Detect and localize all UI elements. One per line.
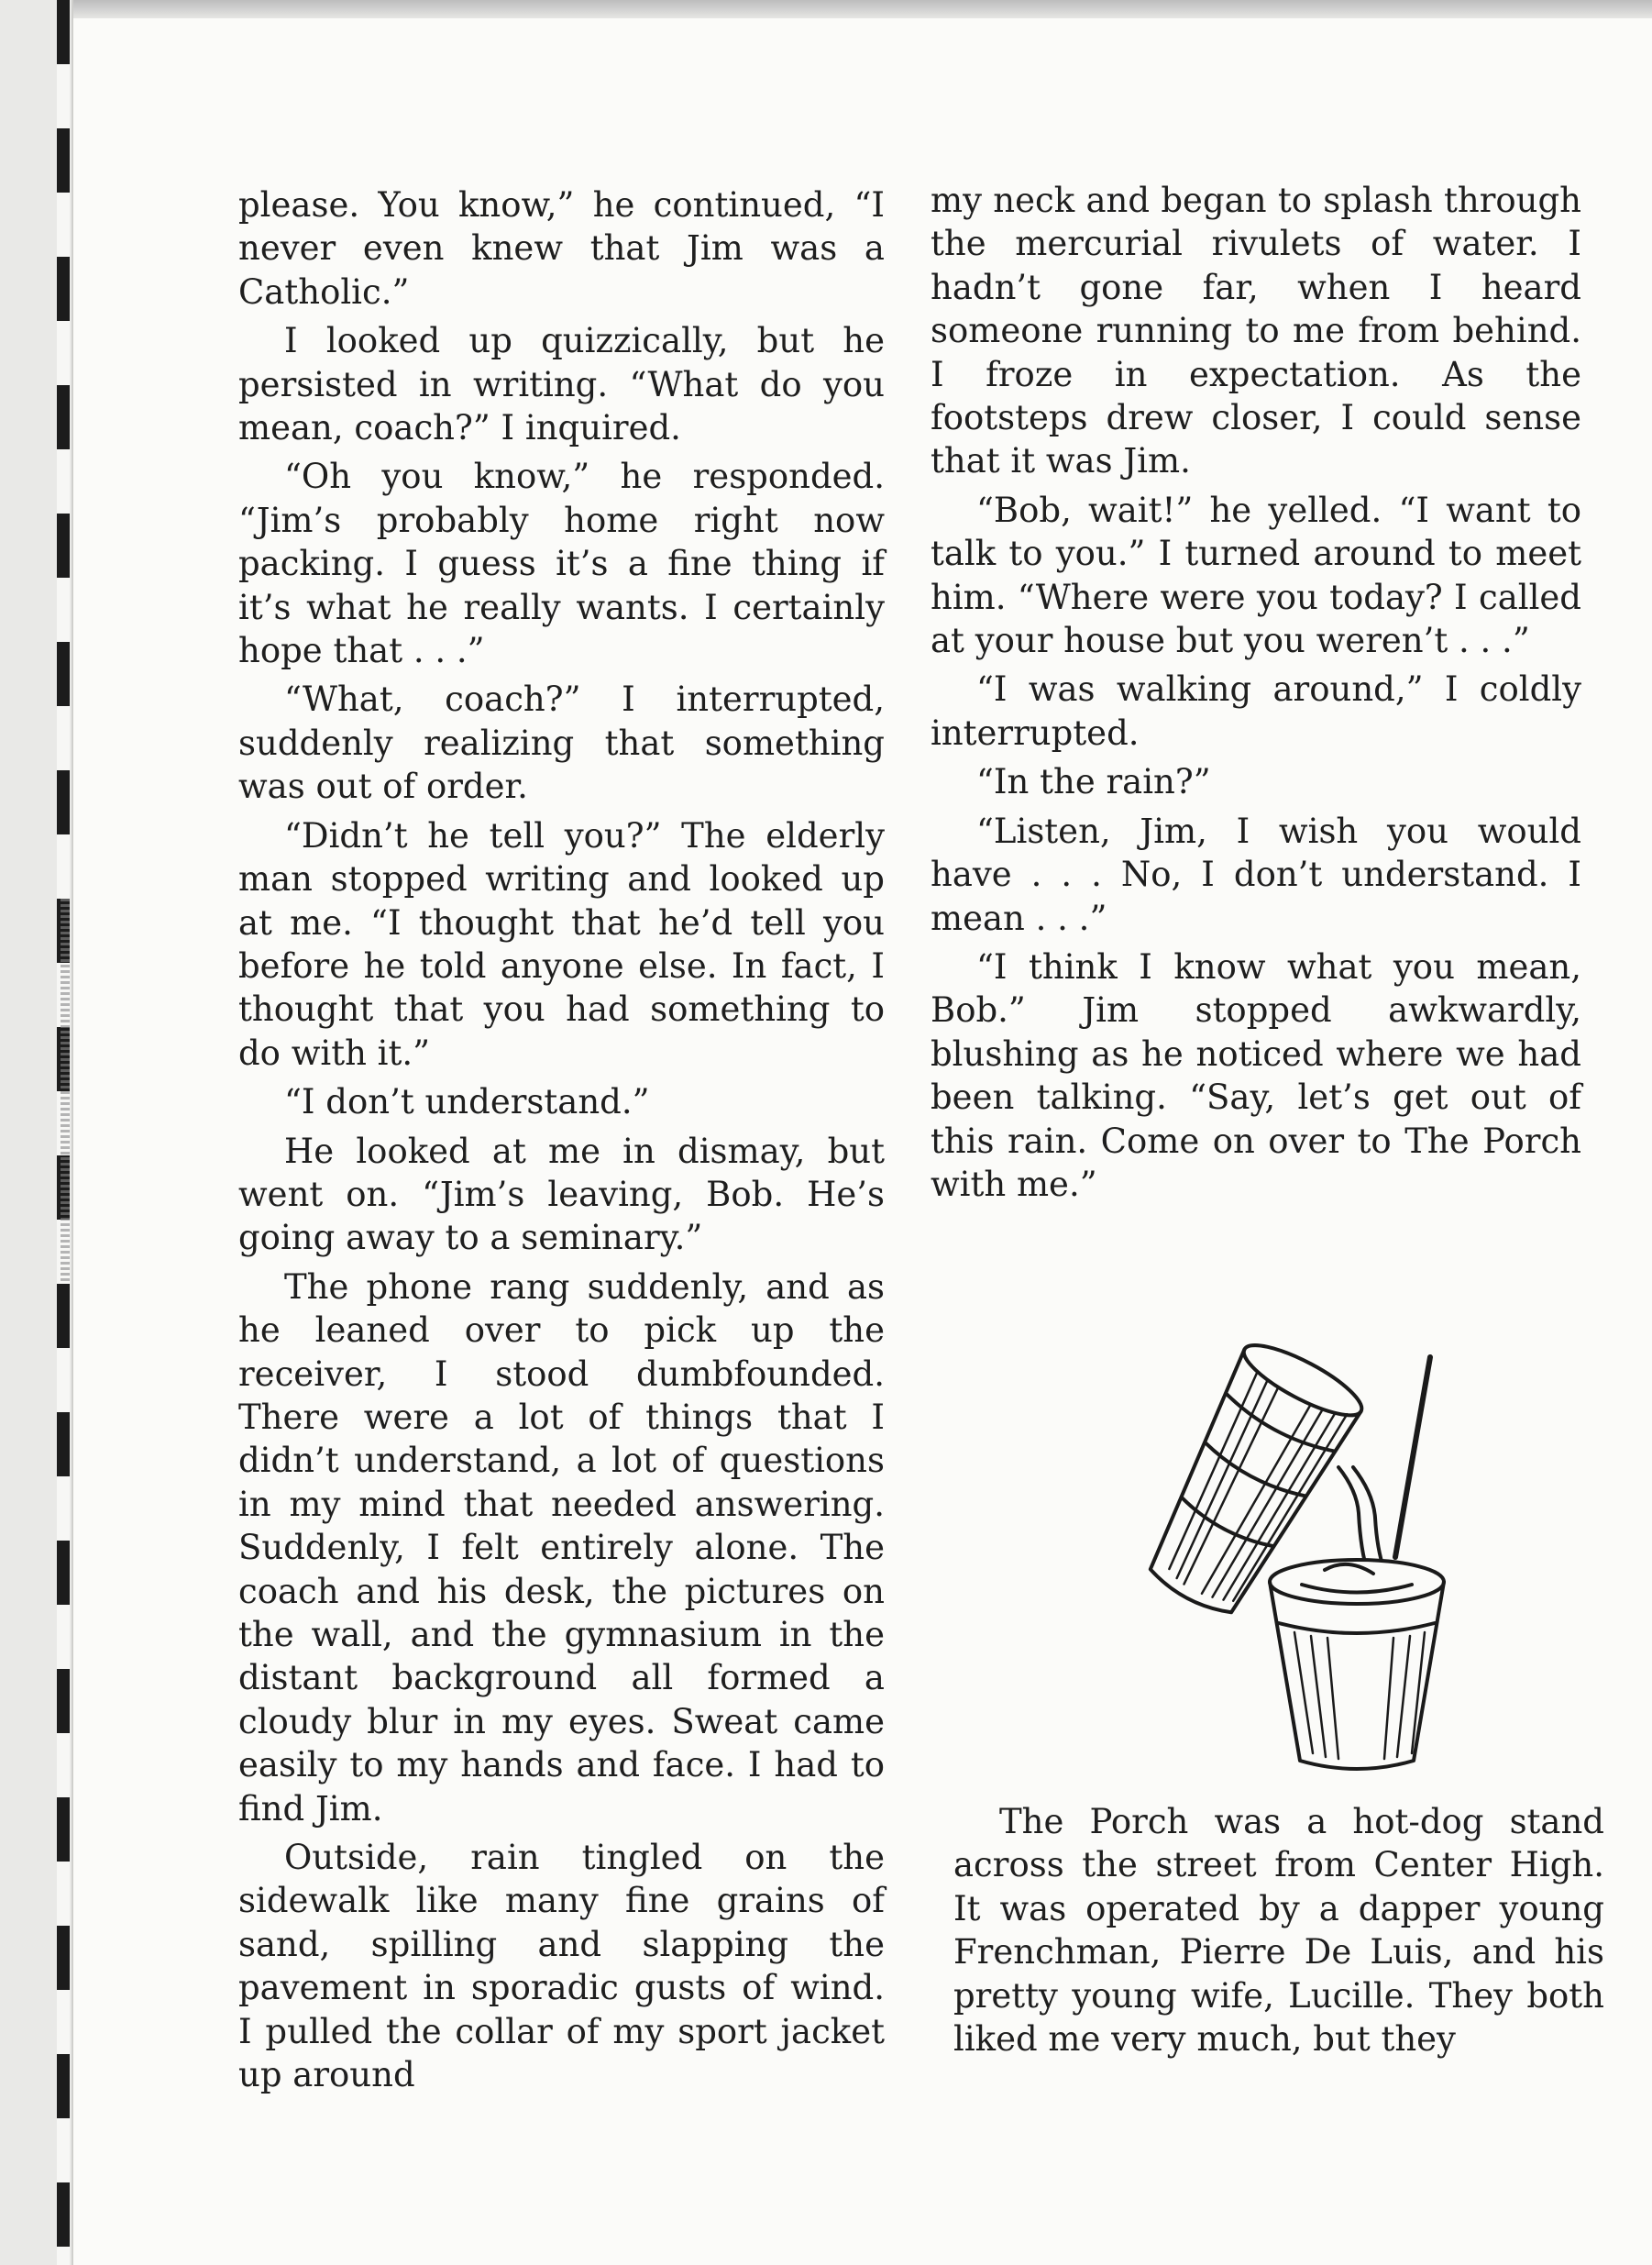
binding-texture (61, 899, 70, 1284)
paragraph: “In the rain?” (976, 762, 1211, 802)
paragraph: He looked at me in dismay, but went on. “Jim’s leaving, Bob. He’s going away to a seminary.” (238, 1131, 885, 1258)
paragraph: my neck and began to splash through the mercurial rivulets of water. I hadn’t gone far, when I heard someone running to me from behind. I froze in expectation. As the footsteps drew closer, I could sense that it was Jim. (931, 181, 1581, 481)
paragraph: “Didn’t he tell you?” The elderly man stopped writing and looked up at me. “I thought that he’d tell you before he told anyone else. In fact, I thought that you had something to do with it.” (238, 815, 885, 1073)
paragraph: The phone rang suddenly, and as he leaned over to pick up the receiver, I stood dumbfounded. There were a lot of things that I didn’t understand, a lot of questions in my mind that needed answering. Suddenly, I felt entirely alone. The coach and his desk, the pictures on the wall, and the gymnasium in the distant background all formed a cloudy blur in my eyes. Sweat came easily to my hands and face. I had to find Jim. (238, 1266, 885, 1829)
paragraph: “I was walking around,” I coldly interrupted. (931, 669, 1581, 753)
book-binding (0, 0, 73, 2265)
paragraph: “I think I know what you mean, Bob.” Jim stopped awkwardly, blushing as he noticed where we had been talking. “Say, let’s get out of this rain. Come on over to The Porch with me.” (931, 946, 1581, 1204)
left-text-column (238, 183, 885, 2102)
paragraph: I looked up quizzically, but he persisted in writing. “What do you mean, coach?” I inquired. (238, 321, 885, 448)
paragraph: “Bob, wait!” he yelled. “I want to talk to you.” I turned around to meet him. “Where were you today? I called at your house but you weren’t . . .” (931, 490, 1581, 661)
paragraph: The Porch was a hot-dog stand across the street from Center High. It was operated by a dapper young Frenchman, Pierre De Luis, and his pretty young wife, Lucille. They both liked me very much, but they (953, 1802, 1604, 2060)
scan-top-edge (0, 0, 1652, 18)
paragraph: “Oh you know,” he responded. “Jim’s probably home right now packing. I guess it’s a fine thing if it’s what he really wants. I certainly hope that . . .” (238, 457, 885, 671)
paragraph: “What, coach?” I interrupted, suddenly realizing that something was out of order. (238, 680, 885, 807)
paragraph: Outside, rain tingled on the sidewalk like many fine grains of sand, spilling and slapping the pavement in sporadic gusts of wind. I pulled the collar of my sport jacket up around (238, 1838, 885, 2095)
paragraph: “I don’t understand.” (284, 1082, 650, 1122)
paragraph: please. You know,” he continued, “I never even knew that Jim was a Catholic.” (238, 185, 885, 312)
right-text-column (931, 179, 1581, 1211)
pouring-cups-drawing-icon (1082, 1330, 1595, 1779)
paragraph: “Listen, Jim, I wish you would have . . . No, I don’t understand. I mean . . .” (931, 811, 1581, 938)
right-lower-text (953, 1800, 1604, 2061)
